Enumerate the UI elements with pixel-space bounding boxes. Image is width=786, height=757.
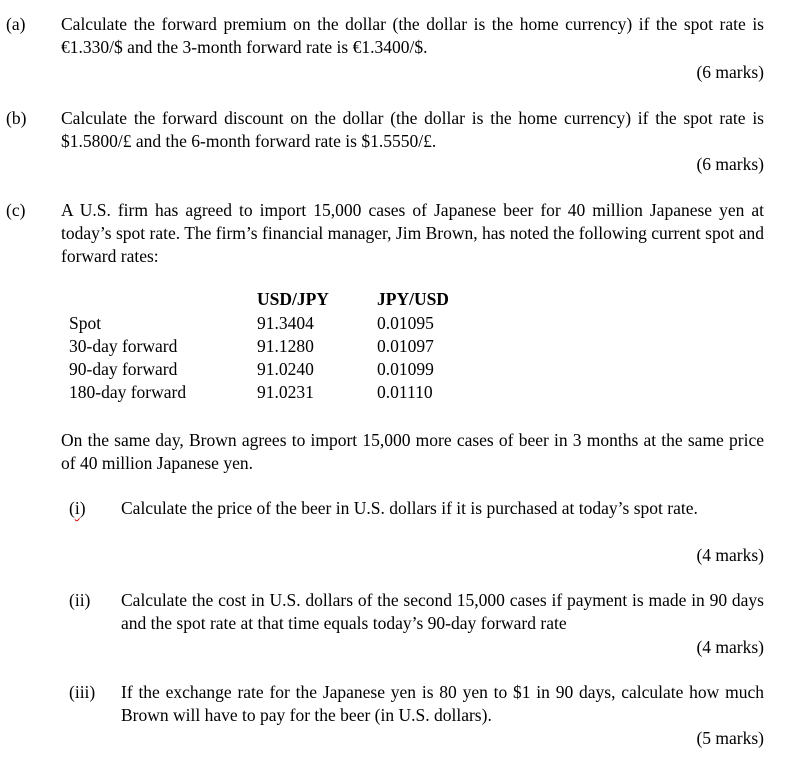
subpart-i-label	[69, 497, 86, 520]
subpart-i-label-open: (	[69, 498, 75, 518]
table-header-jpy-usd: JPY/USD	[377, 289, 449, 309]
part-a-question: Calculate the forward premium on the dollar (the dollar is the home currency) if the spot rate is €1.330/$ and the 3-month forward rate is €1.3400/$.	[61, 14, 764, 57]
table-cell-period: Spot	[69, 313, 102, 333]
part-a-label: (a)	[6, 14, 26, 34]
subpart-i-label-close: )	[79, 498, 86, 518]
part-c-label: (c)	[6, 200, 26, 220]
table-row	[69, 312, 487, 335]
subpart-ii-marks: (4 marks)	[696, 637, 764, 657]
subpart-i-question: Calculate the price of the beer in U.S. dollars if it is purchased at today’s spot rate.	[121, 498, 698, 518]
table-cell-usd-jpy: 91.3404	[257, 313, 314, 333]
part-c-followup: On the same day, Brown agrees to import 15,000 more cases of beer in 3 months at the same price of 40 million Japanese yen.	[61, 430, 764, 473]
part-b-question: Calculate the forward discount on the dollar (the dollar is the home currency) if the spot rate is $1.5800/£ and the 6-month forward rate is $1.5550/£.	[61, 108, 764, 151]
table-cell-period: 30-day forward	[69, 336, 178, 356]
table-cell-jpy-usd: 0.01097	[377, 336, 434, 356]
table-cell-period: 180-day forward	[69, 382, 187, 402]
part-c-question: A U.S. firm has agreed to import 15,000 cases of Japanese beer for 40 million Japanese yen at today’s spot rate. The firm’s financial manager, Jim Brown, has noted the following current spot and forward rates:	[61, 200, 764, 266]
table-row	[69, 335, 487, 358]
subpart-ii-question: Calculate the cost in U.S. dollars of the second 15,000 cases if payment is made in 90 days and the spot rate at that time equals today’s 90-day forward rate	[121, 590, 764, 633]
table-cell-period: 90-day forward	[69, 359, 178, 379]
table-cell-jpy-usd: 0.01110	[377, 382, 433, 402]
part-a-marks: (6 marks)	[696, 62, 764, 82]
subpart-iii-marks: (5 marks)	[696, 728, 764, 748]
subpart-i-marks: (4 marks)	[696, 545, 764, 565]
table-cell-jpy-usd: 0.01099	[377, 359, 434, 379]
subpart-iii-question: If the exchange rate for the Japanese yen is 80 yen to $1 in 90 days, calculate how much Brown will have to pay for the beer (in U.S. dollars).	[121, 682, 764, 725]
table-header-blank	[69, 288, 257, 312]
table-cell-jpy-usd: 0.01095	[377, 313, 434, 333]
subpart-i-label-numeral: i	[74, 498, 80, 518]
table-header-usd-jpy: USD/JPY	[257, 289, 329, 309]
part-b-label: (b)	[6, 108, 27, 128]
exchange-rate-table	[69, 288, 487, 404]
table-cell-usd-jpy: 91.1280	[257, 336, 314, 356]
table-header-row	[69, 288, 487, 312]
subpart-ii-label: (ii)	[69, 590, 91, 610]
part-b-marks: (6 marks)	[696, 154, 764, 174]
table-row	[69, 381, 487, 404]
table-row	[69, 358, 487, 381]
table-cell-usd-jpy: 91.0231	[257, 382, 314, 402]
table-cell-usd-jpy: 91.0240	[257, 359, 314, 379]
subpart-iii-label: (iii)	[69, 682, 96, 702]
